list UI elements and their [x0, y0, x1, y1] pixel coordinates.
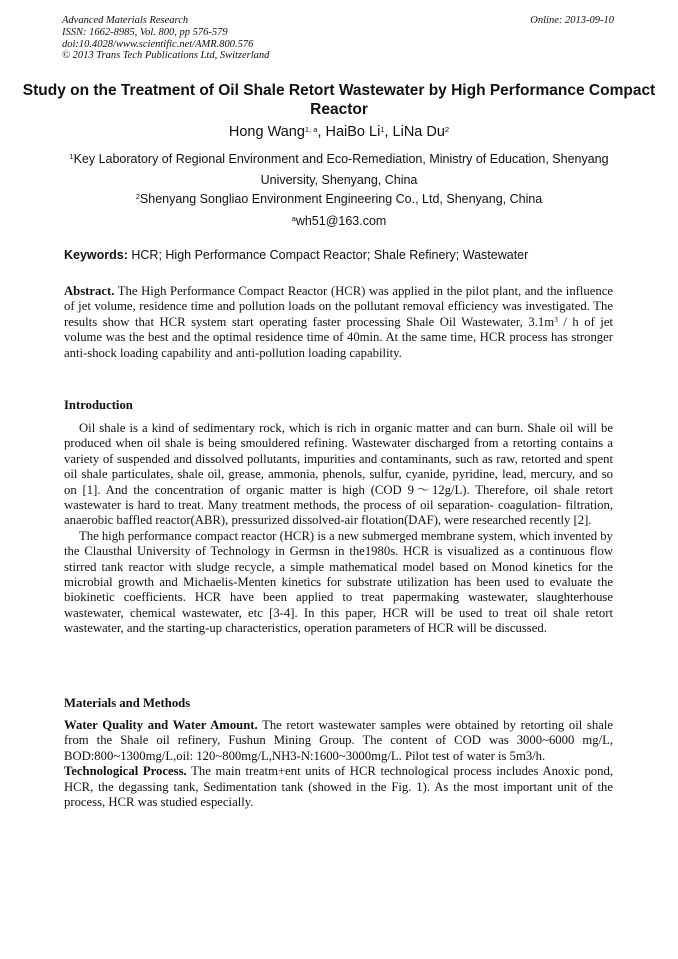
abstract: [64, 284, 613, 361]
email-mark: a: [291, 214, 296, 223]
methods-heading: Materials and Methods: [64, 696, 191, 710]
methods-paragraph-1: [64, 718, 613, 764]
keywords-text: HCR; High Performance Compact Reactor; Shale Refinery; Wastewater: [127, 248, 529, 262]
paper-title: Study on the Treatment of Oil Shale Retort Wastewater by High Performance Compact Reactor: [22, 82, 656, 118]
journal-header: [62, 15, 269, 62]
email-address: wh51@163.com: [295, 214, 387, 228]
subsection-label: Technological Process.: [64, 764, 187, 779]
methods-text: The retort wastewater samples were obtained by retorting oil shale from the Shale oil refinery, Fushun Mining Group. The content of COD was 3000~6000 mg/L, BOD:800~1300mg/L,oil: 120~800mg/L,NH3-N:1600~3000mg/L. Pilot test of water is 5m3/h.: [64, 718, 613, 763]
introduction-body: [64, 421, 613, 637]
author-email: [0, 213, 678, 229]
abstract-text: / h of jet volume was the best and the optimal residence time of 40min. At the same time, HCR process has stronger anti-shock loading capability and anti-pollution loading capability.: [64, 314, 613, 360]
author-separator: ,: [317, 124, 326, 140]
author-name: Hong Wang: [228, 124, 305, 140]
author-list: [0, 123, 678, 141]
abstract-text: The High Performance Compact Reactor (HCR) was applied in the pilot plant, and the influence of jet volume, residence time and pollution loads on the pollutant removal efficiency was investigated. The results show that HCR system start operating faster processing Shale Oil Wastewater, 3.1m: [64, 284, 613, 329]
copyright-line: © 2013 Trans Tech Publications Ltd, Switzerland: [62, 50, 270, 62]
affiliation-mark: 1: [69, 152, 74, 161]
methods-text: The main treatm+ent units of HCR technological process includes Anoxic pond, HCR, the degassing tank, Sedimentation tank (showed in the Fig. 1). As the most important unit of the process, HCR was studied especially.: [64, 764, 613, 810]
intro-paragraph-1: Oil shale is a kind of sedimentary rock, which is rich in organic matter and can burn. Shale oil will be produced when oil shale is being smouldered refining. Wastewater discharged from a retorting contains a variety of suspended and dissolved pollutants, impurities and contaminants, such as raw, retorted and spent oil shale particulates, shale oil, grease, ammonia, phenols, sulfur, cyanide, pyridine, lead, mercury, and so on [1]. And the concentration of organic matter is high (COD 9～12g/L). Therefore, oil shale retort wastewater is hard to treat. Many treatment methods, the process of oil separation- coagulation- filtration, anaerobic baffled reactor(ABR), pressurized dissolved-air flotation(DAF), were researched recently [2].: [64, 421, 613, 528]
affiliation-2: [0, 191, 678, 207]
superscript: 3: [554, 314, 558, 324]
methods-body: [64, 718, 613, 810]
author-affiliation-mark: 1, a: [304, 125, 318, 134]
keywords: [64, 247, 528, 263]
abstract-label: Abstract.: [64, 284, 115, 298]
author-name: LiNa Du: [392, 124, 445, 140]
author-affiliation-mark: 2: [444, 125, 450, 134]
methods-paragraph-2: [64, 764, 613, 810]
author-name: HaiBo Li: [325, 124, 381, 140]
intro-paragraph-2: The high performance compact reactor (HCR) is a new submerged membrane system, which invented by the Clausthal University of Technology in Germsn in the1980s. HCR is visualized as a continuous flow stirred tank reactor with sludge recycle, a simple mathematical model based on Monod kinetics for the microbial growth and Michaelis-Menten kinetics for substrate utilization has been used to evaluate the biokinetic coefficients. HCR have been applied to treat papermaking wastewater, slaughterhouse wastewater, chemical wastewater, etc [3-4]. In this paper, HCR will be used to treat oil shale retort wastewater, and the starting-up characteristics, operation parameters of HCR will be discussed.: [64, 528, 613, 636]
affiliation-text: Key Laboratory of Regional Environment and Eco-Remediation, Ministry of Education, Shenyang University, Shenyang, China: [73, 152, 609, 187]
online-date: Online: 2013-09-10: [530, 15, 614, 26]
introduction-heading: Introduction: [64, 398, 133, 412]
author-affiliation-mark: 1: [380, 125, 385, 134]
affiliation-mark: 2: [135, 192, 140, 201]
author-separator: ,: [384, 124, 393, 140]
journal-name: Advanced Materials Research: [62, 15, 189, 26]
subsection-label: Water Quality and Water Amount.: [64, 718, 258, 732]
affiliation-text: Shenyang Songliao Environment Engineering Co., Ltd, Shenyang, China: [139, 192, 543, 206]
affiliation-1: [40, 149, 638, 191]
issn-line: ISSN: 1662-8985, Vol. 800, pp 576-579: [62, 26, 228, 38]
keywords-label: Keywords:: [64, 248, 128, 262]
abstract-paragraph: [64, 284, 613, 361]
doi-line: doi:10.4028/www.scientific.net/AMR.800.576: [62, 38, 254, 50]
